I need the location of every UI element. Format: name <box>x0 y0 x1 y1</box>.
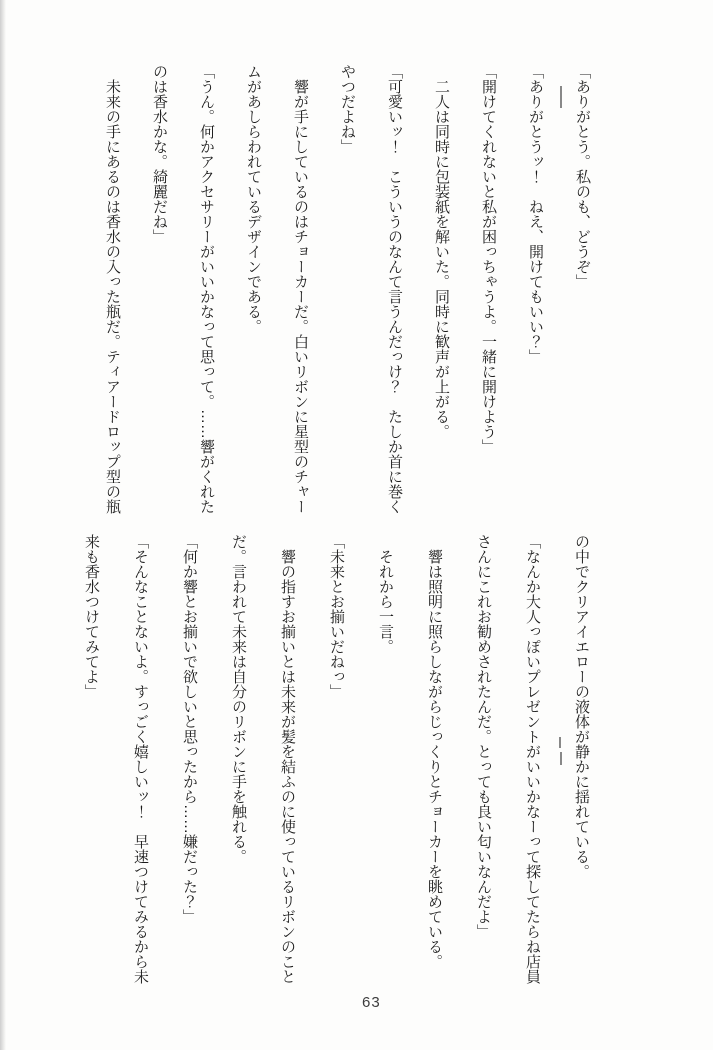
text-column: 二人は同時に包装紙を解いた。同時に歓声が上がる。 <box>433 79 450 439</box>
text-column: 「未来とお揃いだねっ」 <box>328 534 345 699</box>
text-column: 「なんか大人っぽいプレゼントがいいかなーって探してたらね店員 <box>524 534 541 984</box>
text-column: 「そんなことないよ。すっごく嬉しいッ！ 早速つけてみるから未 <box>132 534 149 984</box>
text-column: だ。言われて未来は自分のリボンに手を触れる。 <box>230 534 247 864</box>
text-column: 響の指すお揃いとは未来が髪を結ふのに使っているリボンのこと <box>279 549 296 984</box>
upper-text-block <box>89 64 606 522</box>
lower-text-block <box>67 534 606 992</box>
text-column: 来も香水つけてみてよ」 <box>83 534 100 699</box>
text-column: 「ありがとう。私のも、どうぞ」 <box>574 64 591 289</box>
text-column: やつだよね」 <box>339 64 356 154</box>
text-column: さんにこれお勧めされたんだ。とっても良い匂いなんだよ」 <box>475 534 492 939</box>
scan-edge-artifact <box>0 0 6 1050</box>
text-column: それから一言。 <box>377 549 394 654</box>
text-column: 「開けてくれないと私が困っちゃうよ。一緒に開けよう」 <box>480 64 497 454</box>
page-number: 63 <box>362 994 381 1011</box>
text-column: 「可愛いッ！ こういうのなんて言うんだっけ？ たしか首に巻く <box>386 64 403 514</box>
text-column: ムがあしらわれているデザインである。 <box>245 64 262 334</box>
text-column: 未来の手にあるのは香水の入った瓶だ。ティアードロップ型の瓶 <box>104 79 121 514</box>
text-column: のは香水かな。綺麗だね」 <box>151 64 168 244</box>
text-column: 「ありがとうッ！ ねえ、開けてもいい？」 <box>527 64 544 364</box>
text-column: 響は照明に照らしながらじっくりとチョーカーを眺めている。 <box>426 549 443 969</box>
text-column: 響が手にしているのはチョーカーだ。白いリボンに星型のチャー <box>292 79 309 514</box>
text-column: 「何か響とお揃いで欲しいと思ったから……嫌だった？」 <box>181 534 198 924</box>
text-column: の中でクリアイエローの液体が静かに揺れている。 <box>573 534 590 879</box>
text-column: 「うん。何かアクセサリーがいいかなって思って。……響がくれた <box>198 64 215 514</box>
